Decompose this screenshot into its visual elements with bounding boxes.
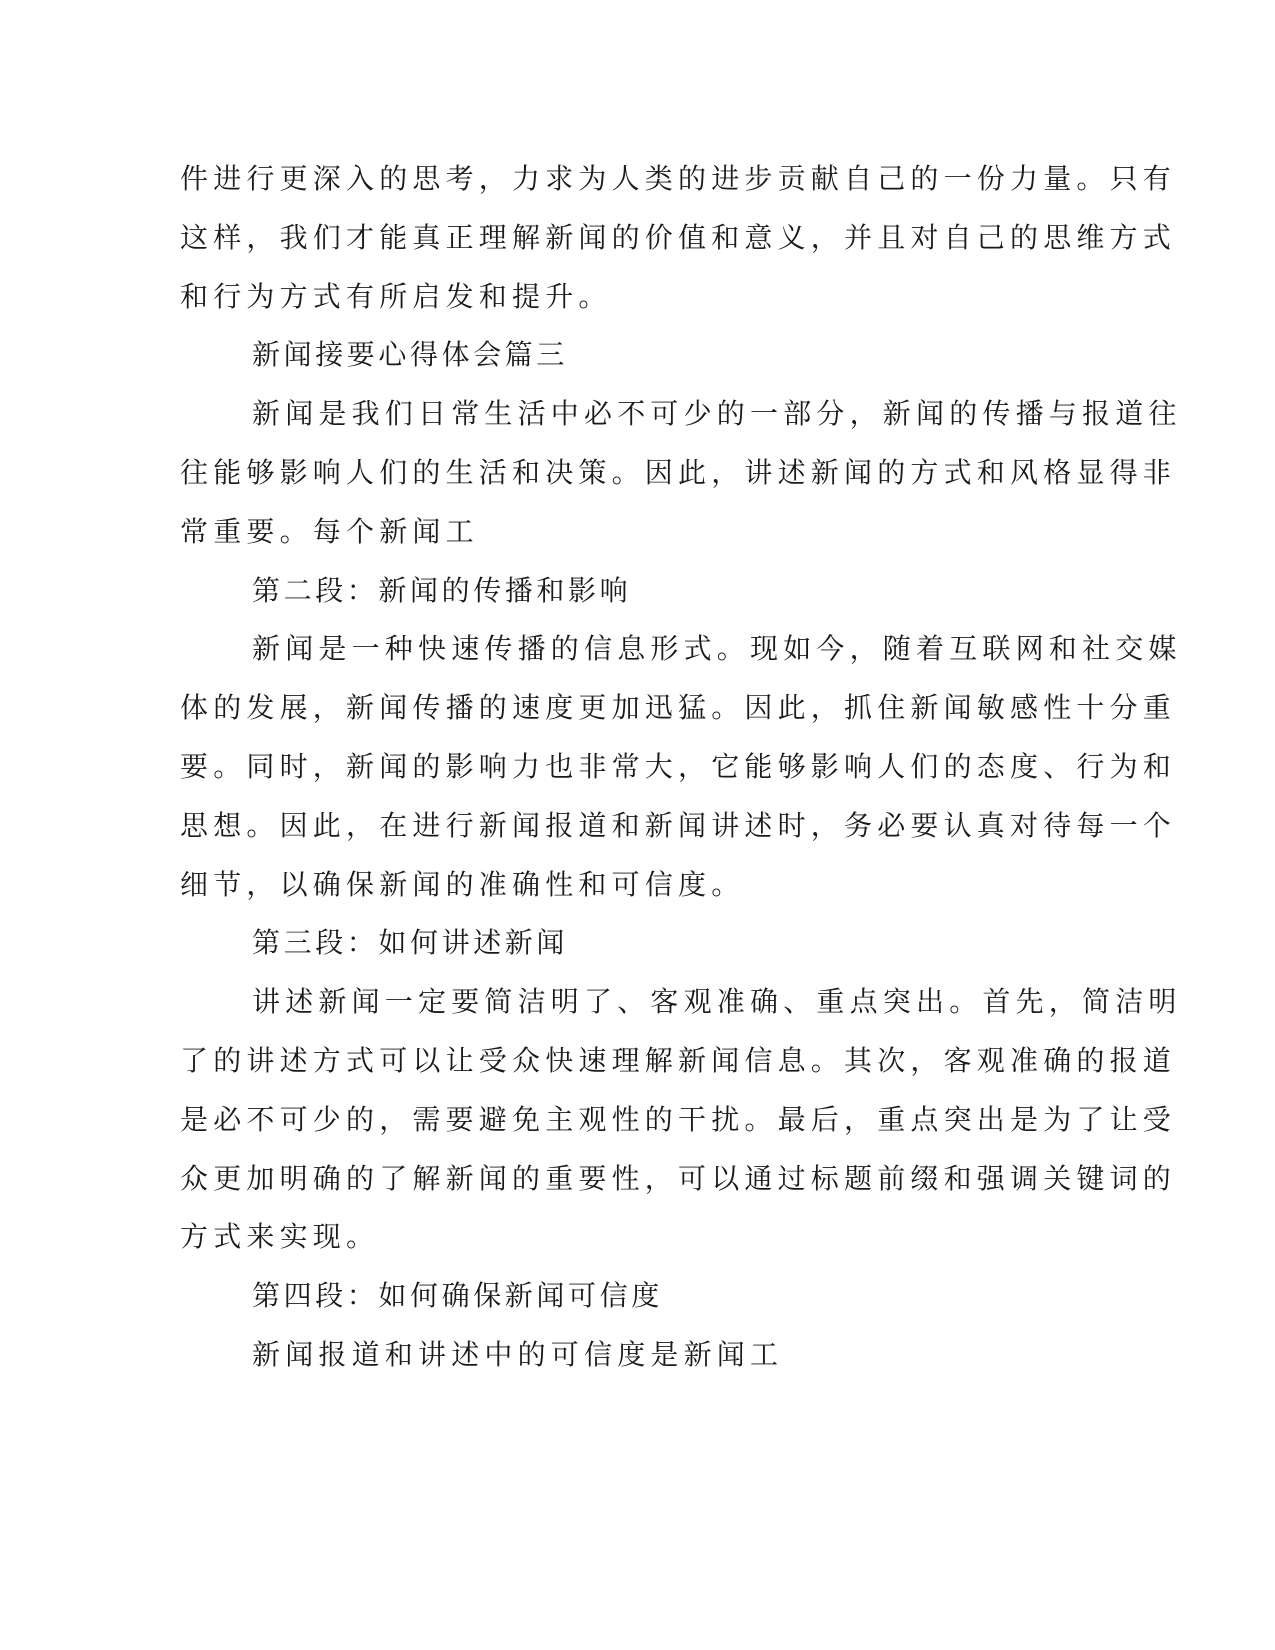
paragraph-line: 细节，以确保新闻的准确性和可信度。 bbox=[180, 867, 745, 901]
paragraph-line: 新闻是一种快速传播的信息形式。现如今，随着互联网和社交媒 bbox=[252, 632, 1182, 666]
paragraph-line: 新闻报道和讲述中的可信度是新闻工 bbox=[252, 1337, 784, 1371]
paragraph-line: 讲述新闻一定要简洁明了、客观准确、重点突出。首先，简洁明 bbox=[252, 985, 1182, 1019]
paragraph-line: 这样，我们才能真正理解新闻的价值和意义，并且对自己的思维方式 bbox=[180, 220, 1177, 254]
section-heading-2: 第二段：新闻的传播和影响 bbox=[252, 573, 632, 607]
paragraph-line: 往能够影响人们的生活和决策。因此，讲述新闻的方式和风格显得非 bbox=[180, 455, 1177, 489]
section-heading-4: 第四段：如何确保新闻可信度 bbox=[252, 1279, 663, 1313]
paragraph-line: 众更加明确的了解新闻的重要性，可以通过标题前缀和强调关键词的 bbox=[180, 1161, 1177, 1195]
paragraph-line: 要。同时，新闻的影响力也非常大，它能够影响人们的态度、行为和 bbox=[180, 749, 1177, 783]
paragraph-line: 新闻是我们日常生活中必不可少的一部分，新闻的传播与报道往 bbox=[252, 397, 1182, 431]
paragraph-line: 方式来实现。 bbox=[180, 1220, 380, 1254]
paragraph-line: 常重要。每个新闻工 bbox=[180, 514, 479, 548]
paragraph-line: 思想。因此，在进行新闻报道和新闻讲述时，务必要认真对待每一个 bbox=[180, 808, 1177, 842]
paragraph-line: 了的讲述方式可以让受众快速理解新闻信息。其次，客观准确的报道 bbox=[180, 1043, 1177, 1077]
section-heading-3: 第三段：如何讲述新闻 bbox=[252, 926, 569, 960]
section-title: 新闻接要心得体会篇三 bbox=[252, 338, 569, 372]
paragraph-line: 件进行更深入的思考，力求为人类的进步贡献自己的一份力量。只有 bbox=[180, 162, 1177, 195]
paragraph-line: 是必不可少的，需要避免主观性的干扰。最后，重点突出是为了让受 bbox=[180, 1102, 1177, 1136]
paragraph-line: 体的发展，新闻传播的速度更加迅猛。因此，抓住新闻敏感性十分重 bbox=[180, 691, 1177, 725]
document-page bbox=[180, 150, 1182, 1385]
paragraph-line: 和行为方式有所启发和提升。 bbox=[180, 279, 612, 313]
